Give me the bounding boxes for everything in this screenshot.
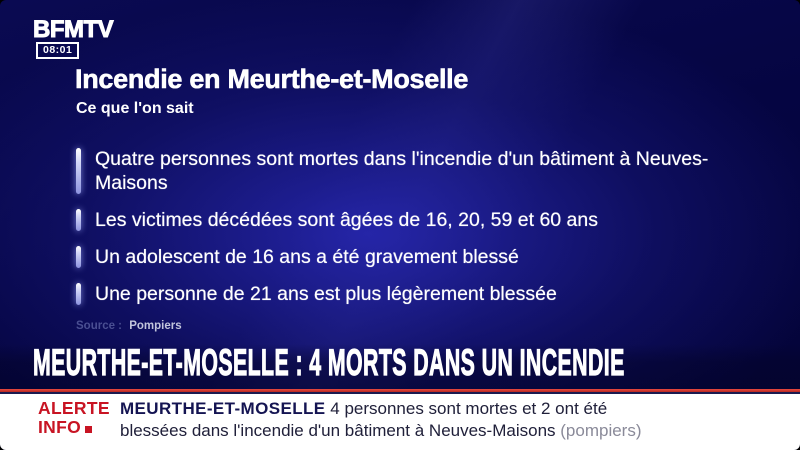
badge-line1: ALERTE [38,398,110,418]
alert-message [120,398,672,441]
bullet-bar-icon [76,209,81,231]
source-attribution [76,320,182,332]
alerte-info-badge [38,399,110,436]
list-item [76,147,724,195]
bullet-bar-icon [76,246,81,268]
alert-ticker [0,394,800,450]
clock-badge: 08:01 [36,42,79,59]
list-item [76,245,724,269]
alert-source: (pompiers) [560,420,642,440]
badge-line2: INFO [38,418,110,437]
fact-text: Un adolescent de 16 ans a été gravement blessé [95,246,519,268]
bullet-bar-icon [76,283,81,305]
bfmtv-logo: BFMTV [33,16,114,43]
bullet-bar-icon [76,148,81,194]
card-title: Incendie en Meurthe-et-Moselle [75,64,469,94]
headline-text: MEURTHE-ET-MOSELLE : 4 MORTS DANS UN INCENDIE [33,340,625,384]
source-label: Source : [76,320,123,332]
list-item [76,208,724,232]
fact-text: Une personne de 21 ans est plus légèrement blessée [95,283,557,305]
fact-list [76,147,724,319]
fact-text: Quatre personnes sont mortes dans l'incendie d'un bâtiment à Neuves-Maisons [95,148,709,194]
list-item [76,282,724,306]
alert-location-tag: MEURTHE-ET-MOSELLE [120,399,326,418]
headline-banner [0,340,800,390]
alert-body-text: 4 personnes sont mortes et 2 ont été blessées dans l'incendie d'un bâtiment à Neuves-Maisons [120,399,608,440]
fact-text: Les victimes décédées sont âgées de 16, 20, 59 et 60 ans [95,209,599,231]
alert-square-icon [85,426,92,433]
card-subtitle: Ce que l'on sait [76,100,194,117]
source-value: Pompiers [129,320,182,332]
